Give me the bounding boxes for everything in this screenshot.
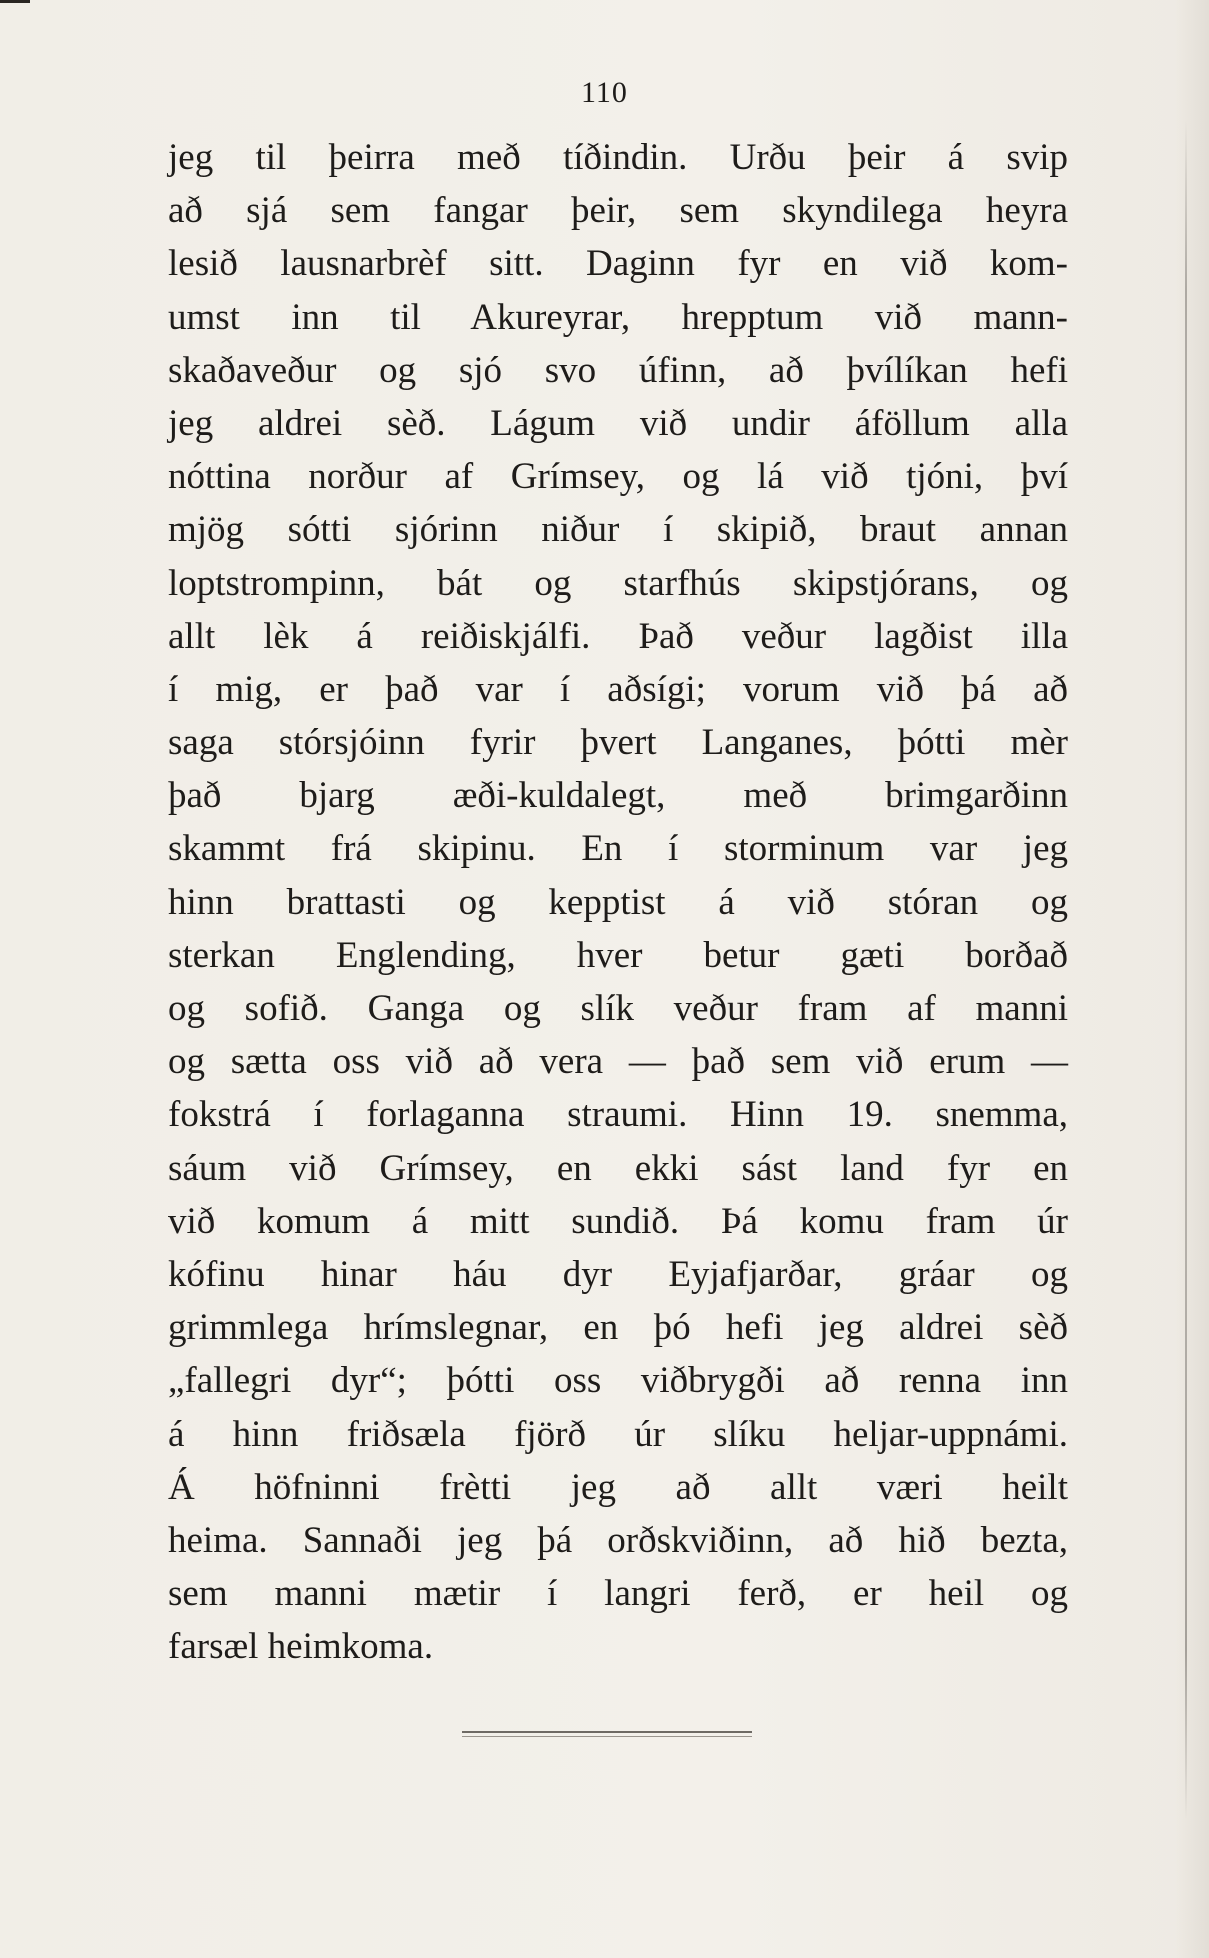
- text-line: við komum á mitt sundið. Þá komu fram úr: [168, 1200, 1068, 1242]
- text-line: sáum við Grímsey, en ekki sást land fyr en: [168, 1147, 1068, 1189]
- text-line: í mig, er það var í aðsígi; vorum við þá að: [168, 668, 1068, 710]
- page-edge-shadow: [1175, 0, 1209, 1958]
- text-line: sem manni mætir í langri ferð, er heil og: [168, 1573, 1068, 1615]
- text-line: það bjarg æði-kuldalegt, með brimgarðinn: [168, 775, 1068, 817]
- page-edge-line: [1185, 120, 1187, 1820]
- text-line: mjög sótti sjórinn niður í skipið, braut annan: [168, 509, 1068, 551]
- text-line: Á höfninni frètti jeg að allt væri heilt: [168, 1466, 1068, 1508]
- body-text: [168, 131, 1068, 1673]
- text-line: saga stórsjóinn fyrir þvert Langanes, þótti mèr: [168, 722, 1068, 764]
- text-line: að sjá sem fangar þeir, sem skyndilega heyra: [168, 190, 1068, 232]
- text-line: umst inn til Akureyrar, hrepptum við mann-: [168, 296, 1068, 338]
- text-line: og sofið. Ganga og slík veður fram af manni: [168, 988, 1068, 1029]
- text-line: loptstrompinn, bát og starfhús skipstjórans, og: [168, 562, 1068, 604]
- text-line: og sætta oss við að vera — það sem við erum —: [168, 1041, 1068, 1083]
- text-line: kófinu hinar háu dyr Eyjafjarðar, gráar og: [168, 1253, 1068, 1295]
- print-speck: [0, 0, 30, 3]
- text-line: „fallegri dyr“; þótti oss viðbrygði að renna inn: [168, 1360, 1068, 1402]
- text-line: heima. Sannaði jeg þá orðskviðinn, að hið bezta,: [168, 1519, 1068, 1561]
- text-line: nóttina norður af Grímsey, og lá við tjóni, því: [168, 456, 1068, 498]
- text-line: skaðaveður og sjó svo úfinn, að þvílíkan hefi: [168, 349, 1068, 391]
- text-line: jeg til þeirra með tíðindin. Urðu þeir á svip: [168, 137, 1068, 178]
- section-divider-thin: [462, 1736, 752, 1737]
- text-line: á hinn friðsæla fjörð úr slíku heljar-uppnámi.: [168, 1413, 1068, 1455]
- text-line: farsæl heimkoma.: [168, 1626, 434, 1668]
- text-line: allt lèk á reiðiskjálfi. Það veður lagðist illa: [168, 615, 1068, 657]
- text-line: sterkan Englending, hver betur gæti borðað: [168, 934, 1068, 976]
- text-line: lesið lausnarbrèf sitt. Daginn fyr en við kom-: [168, 243, 1068, 285]
- text-line: jeg aldrei sèð. Lágum við undir áföllum alla: [168, 402, 1068, 444]
- text-line: skammt frá skipinu. En í storminum var jeg: [168, 828, 1068, 870]
- text-line: hinn brattasti og kepptist á við stóran og: [168, 881, 1068, 923]
- section-divider: [462, 1731, 752, 1733]
- text-line: fokstrá í forlaganna straumi. Hinn 19. snemma,: [168, 1094, 1068, 1136]
- text-line: grimmlega hrímslegnar, en þó hefi jeg aldrei sèð: [168, 1307, 1068, 1349]
- page-number: 110: [581, 76, 628, 109]
